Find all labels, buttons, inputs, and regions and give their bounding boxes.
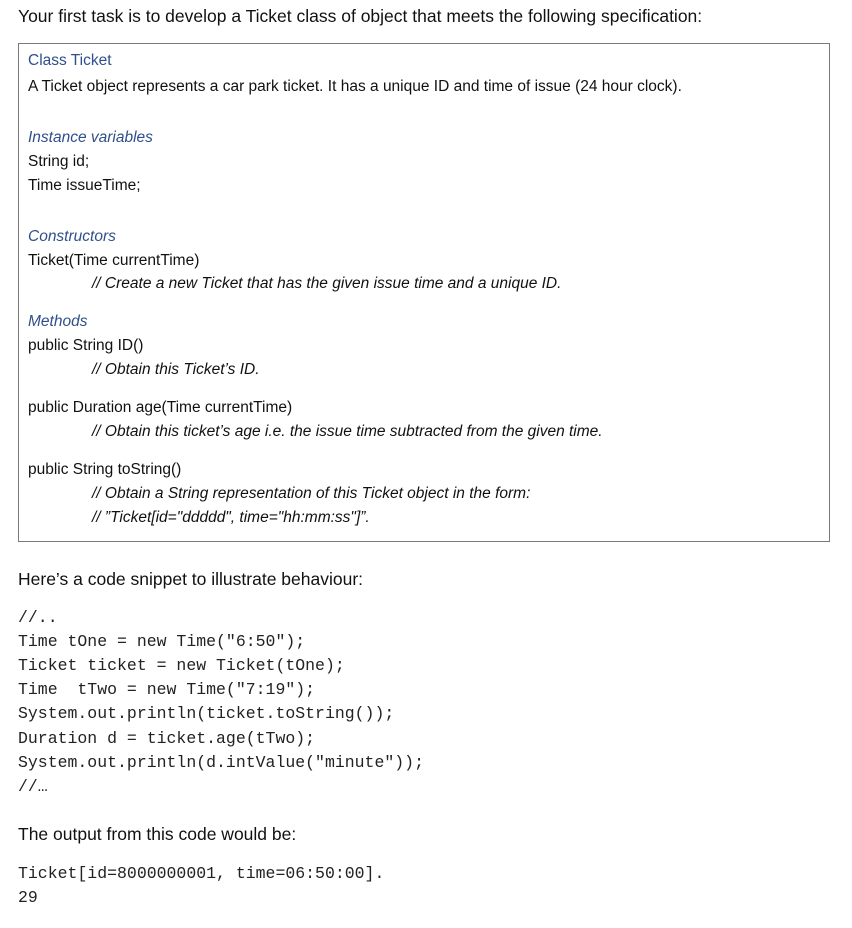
constructor-comment: // Create a new Ticket that has the given issue time and a unique ID. bbox=[92, 275, 562, 292]
instance-variable: Time issueTime; bbox=[28, 177, 141, 194]
output-line: 29 bbox=[18, 888, 38, 907]
code-line: Time tTwo = new Time("7:19"); bbox=[18, 680, 316, 699]
intro-text: Your first task is to develop a Ticket class of object that meets the following specification: bbox=[18, 6, 703, 26]
method-signature: public String ID() bbox=[28, 337, 144, 354]
class-spec-box bbox=[18, 43, 830, 542]
code-line: //… bbox=[18, 777, 48, 796]
method-comment: // Obtain this Ticket’s ID. bbox=[92, 361, 260, 378]
instance-variable: String id; bbox=[28, 153, 90, 170]
code-line: System.out.println(d.intValue("minute")); bbox=[18, 753, 424, 772]
method-signature: public Duration age(Time currentTime) bbox=[28, 399, 293, 416]
code-line: Duration d = ticket.age(tTwo); bbox=[18, 729, 316, 748]
code-line: Ticket ticket = new Ticket(tOne); bbox=[18, 656, 345, 675]
method-comment: // Obtain this ticket’s age i.e. the issue time subtracted from the given time. bbox=[92, 423, 603, 440]
snippet-heading: Here’s a code snippet to illustrate behaviour: bbox=[18, 569, 364, 589]
method-comment: // ”Ticket[id="ddddd", time="hh:mm:ss"]”. bbox=[92, 509, 370, 526]
code-line: //.. bbox=[18, 608, 58, 627]
code-line: System.out.println(ticket.toString()); bbox=[18, 704, 395, 723]
output-heading: The output from this code would be: bbox=[18, 824, 297, 844]
method-signature: public String toString() bbox=[28, 461, 182, 478]
methods-heading: Methods bbox=[28, 313, 88, 330]
method-comment: // Obtain a String representation of this Ticket object in the form: bbox=[92, 485, 531, 502]
constructors-heading: Constructors bbox=[28, 228, 116, 245]
class-heading: Class Ticket bbox=[28, 52, 112, 69]
class-description: A Ticket object represents a car park ticket. It has a unique ID and time of issue (24 hour clock). bbox=[28, 78, 682, 95]
instance-variables-heading: Instance variables bbox=[28, 129, 153, 146]
constructor-signature: Ticket(Time currentTime) bbox=[28, 252, 200, 269]
output-line: Ticket[id=8000000001, time=06:50:00]. bbox=[18, 864, 385, 883]
code-line: Time tOne = new Time("6:50"); bbox=[18, 632, 306, 651]
